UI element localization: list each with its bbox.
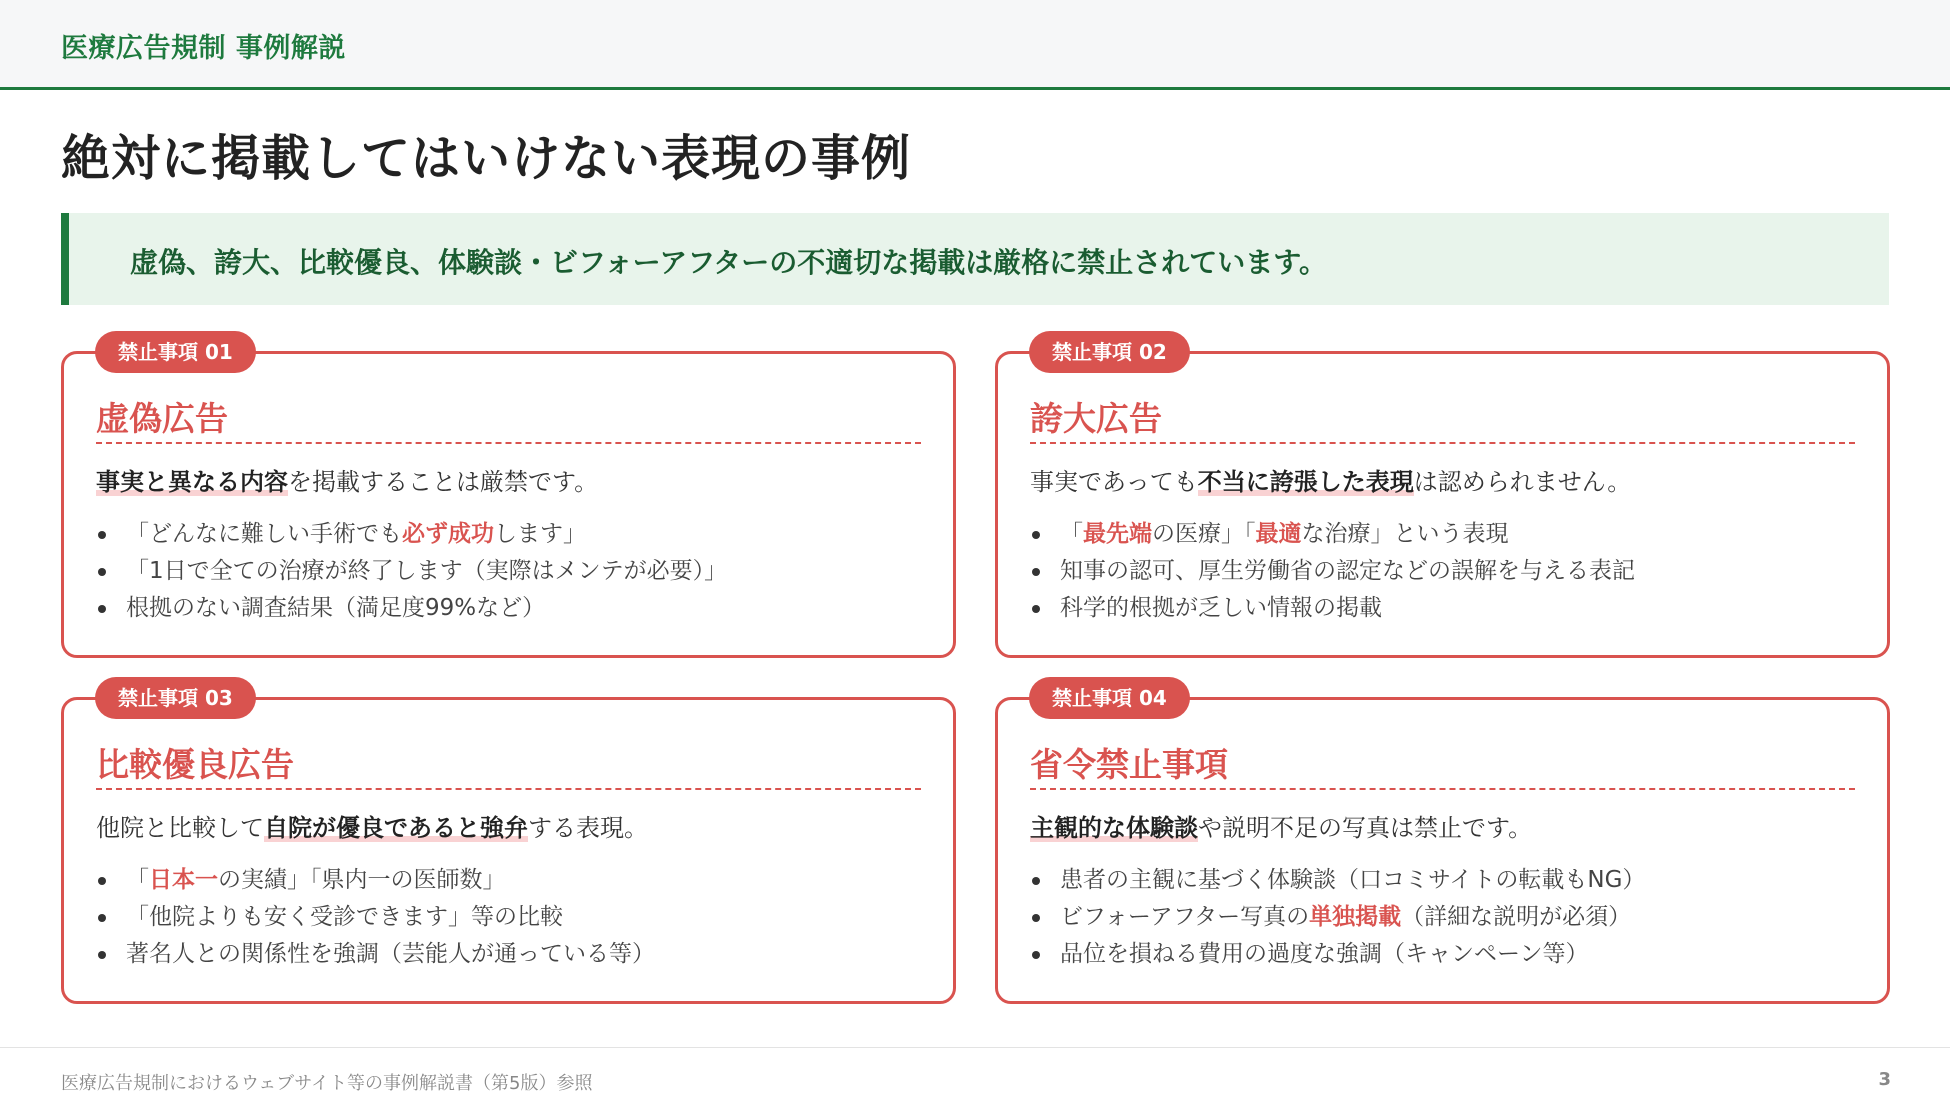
card-title: 虚偽広告 bbox=[96, 399, 228, 438]
card-tag: 禁止事項 03 bbox=[95, 677, 256, 719]
list-item: 科学的根拠が乏しい情報の掲載 bbox=[1030, 590, 1635, 627]
list-item: 「他院よりも安く受診できます」等の比較 bbox=[96, 899, 655, 936]
prohibition-card-02 bbox=[995, 340, 1890, 658]
bullet-icon bbox=[1032, 914, 1040, 922]
header-bar bbox=[0, 0, 1950, 90]
card-title: 省令禁止事項 bbox=[1030, 745, 1228, 784]
bullet-icon bbox=[1032, 605, 1040, 613]
prohibition-card-01 bbox=[61, 340, 956, 658]
card-bullets bbox=[96, 862, 655, 973]
bullet-icon bbox=[1032, 568, 1040, 576]
lead-highlight: 不当に誇張した表現 bbox=[1197, 468, 1414, 496]
card-divider bbox=[1030, 788, 1855, 790]
card-divider bbox=[1030, 442, 1855, 444]
prohibition-card-04 bbox=[995, 686, 1890, 1004]
emphasis-text: 単独掲載 bbox=[1309, 904, 1402, 930]
card-tag: 禁止事項 04 bbox=[1029, 677, 1190, 719]
bullet-icon bbox=[98, 914, 106, 922]
card-lead: 他院と比較して自院が優良であると強弁する表現。 bbox=[96, 814, 648, 842]
list-item: ビフォーアフター写真の単独掲載（詳細な説明が必須） bbox=[1030, 899, 1645, 936]
lead-highlight: 事実と異なる内容 bbox=[96, 468, 288, 496]
list-item: 「1日で全ての治療が終了します（実際はメンテが必要）」 bbox=[96, 553, 727, 590]
list-item: 「最先端の医療」「最適な治療」という表現 bbox=[1030, 516, 1635, 553]
card-bullets bbox=[1030, 862, 1645, 973]
list-item: 著名人との関係性を強調（芸能人が通っている等） bbox=[96, 936, 655, 973]
lead-highlight: 自院が優良であると強弁 bbox=[264, 814, 528, 842]
card-title: 比較優良広告 bbox=[96, 745, 294, 784]
list-item: 患者の主観に基づく体験談（口コミサイトの転載もNG） bbox=[1030, 862, 1645, 899]
header-title: 医療広告規制 事例解説 bbox=[61, 33, 346, 64]
card-lead: 事実と異なる内容を掲載することは厳禁です。 bbox=[96, 468, 599, 496]
card-lead: 主観的な体験談や説明不足の写真は禁止です。 bbox=[1030, 814, 1533, 842]
list-item: 品位を損ねる費用の過度な強調（キャンペーン等） bbox=[1030, 936, 1645, 973]
list-item: 「日本一の実績」「県内一の医師数」 bbox=[96, 862, 655, 899]
emphasis-text: 日本一 bbox=[149, 867, 218, 893]
bullet-icon bbox=[98, 951, 106, 959]
summary-callout bbox=[61, 213, 1889, 305]
list-item: 根拠のない調査結果（満足度99%など） bbox=[96, 590, 727, 627]
card-lead: 事実であっても不当に誇張した表現は認められません。 bbox=[1030, 468, 1632, 496]
bullet-icon bbox=[98, 531, 106, 539]
card-divider bbox=[96, 442, 921, 444]
bullet-icon bbox=[1032, 531, 1040, 539]
bullet-icon bbox=[1032, 951, 1040, 959]
emphasis-text: 必ず成功 bbox=[402, 521, 494, 547]
card-title: 誇大広告 bbox=[1030, 399, 1162, 438]
card-tag: 禁止事項 01 bbox=[95, 331, 256, 373]
card-tag: 禁止事項 02 bbox=[1029, 331, 1190, 373]
card-divider bbox=[96, 788, 921, 790]
page-number: 3 bbox=[1878, 1069, 1891, 1090]
footer-source: 医療広告規制におけるウェブサイト等の事例解説書（第5版）参照 bbox=[61, 1073, 593, 1094]
emphasis-text: 最適 bbox=[1255, 521, 1302, 547]
list-item: 「どんなに難しい手術でも必ず成功します」 bbox=[96, 516, 727, 553]
footer-divider bbox=[0, 1047, 1950, 1048]
summary-text: 虚偽、誇大、比較優良、体験談・ビフォーアフターの不適切な掲載は厳格に禁止されています。 bbox=[130, 246, 1328, 279]
bullet-icon bbox=[98, 605, 106, 613]
emphasis-text: 最先端 bbox=[1083, 521, 1152, 547]
bullet-icon bbox=[1032, 877, 1040, 885]
card-bullets bbox=[1030, 516, 1635, 627]
list-item: 知事の認可、厚生労働省の認定などの誤解を与える表記 bbox=[1030, 553, 1635, 590]
prohibition-card-03 bbox=[61, 686, 956, 1004]
bullet-icon bbox=[98, 568, 106, 576]
lead-highlight: 主観的な体験談 bbox=[1030, 814, 1198, 842]
bullet-icon bbox=[98, 877, 106, 885]
card-bullets bbox=[96, 516, 727, 627]
page-title: 絶対に掲載してはいけない表現の事例 bbox=[61, 130, 912, 187]
